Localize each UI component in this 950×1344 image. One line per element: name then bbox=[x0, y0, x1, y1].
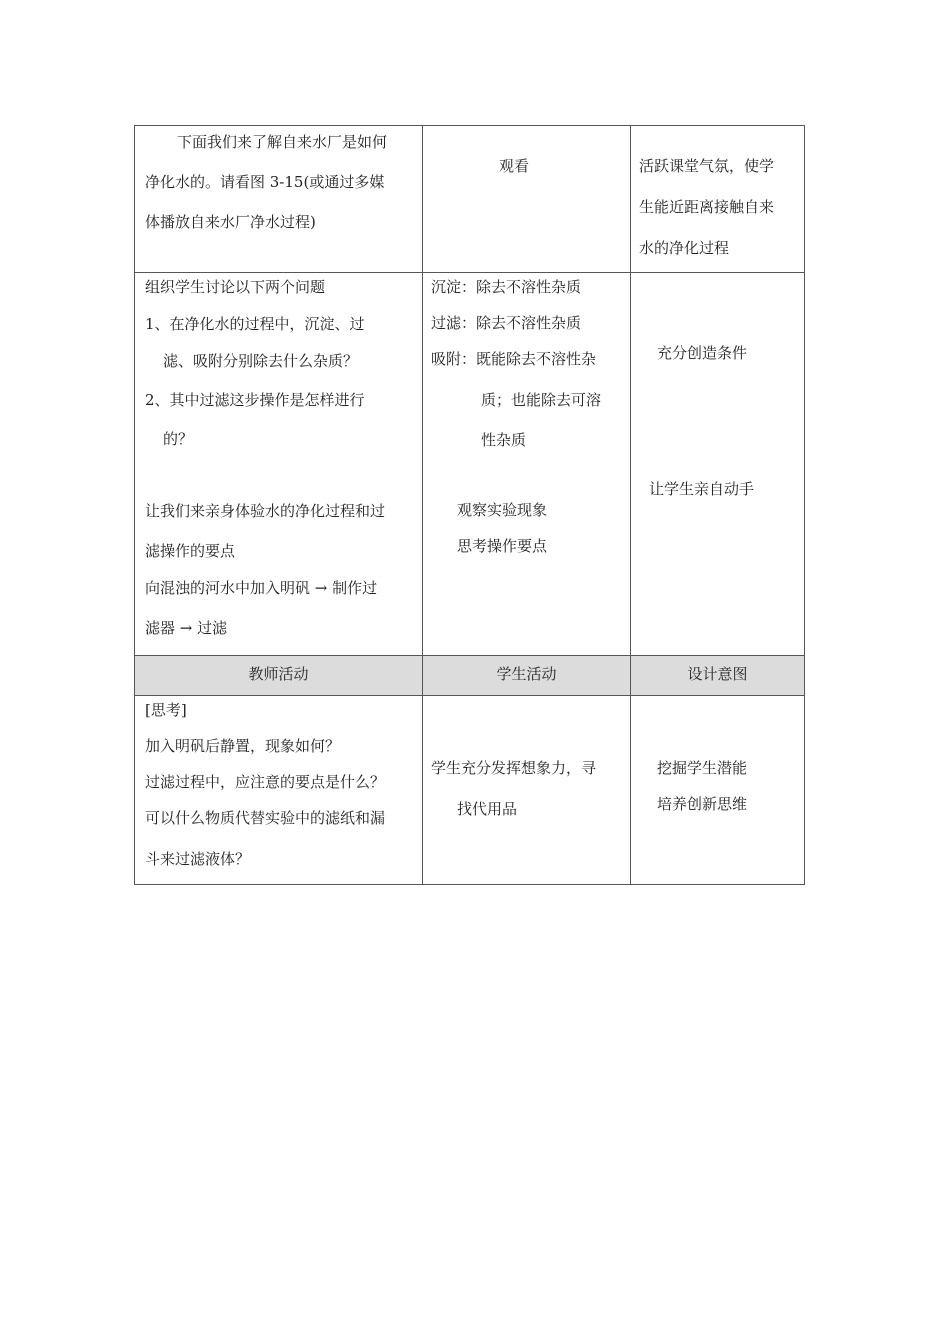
cell-text: 找代用品 bbox=[457, 800, 518, 818]
cell-text: 下面我们来了解自来水厂是如何 bbox=[177, 133, 388, 151]
cell-text: 滤器 → 过滤 bbox=[145, 619, 228, 637]
cell-text: 体播放自来水厂净水过程) bbox=[145, 213, 316, 231]
intent-cell bbox=[631, 273, 805, 656]
cell-text: [思考] bbox=[145, 701, 187, 719]
cell-text: 加入明矾后静置，现象如何？ bbox=[145, 737, 341, 755]
header-teacher bbox=[135, 656, 423, 696]
header-label: 设计意图 bbox=[687, 665, 748, 683]
cell-text: 质；也能除去可溶 bbox=[481, 391, 602, 409]
cell-text: 1、在净化水的过程中，沉淀、过 bbox=[145, 315, 365, 333]
cell-text: 过滤：除去不溶性杂质 bbox=[431, 314, 582, 332]
cell-text: 的？ bbox=[163, 430, 194, 448]
cell-text: 组织学生讨论以下两个问题 bbox=[145, 278, 326, 296]
cell-text: 培养创新思维 bbox=[657, 795, 748, 813]
header-intent bbox=[631, 656, 805, 696]
cell-text: 充分创造条件 bbox=[657, 344, 748, 362]
cell-text: 沉淀：除去不溶性杂质 bbox=[431, 278, 582, 296]
cell-text: 让我们来亲身体验水的净化过程和过 bbox=[145, 502, 386, 520]
student-cell bbox=[423, 126, 631, 273]
teacher-cell bbox=[135, 696, 423, 885]
cell-text: 2、其中过滤这步操作是怎样进行 bbox=[145, 391, 365, 409]
table-row bbox=[135, 273, 805, 656]
cell-text: 净化水的。请看图 3-15(或通过多媒 bbox=[145, 173, 385, 191]
cell-text: 学生充分发挥想象力，寻 bbox=[431, 759, 597, 777]
cell-text: 挖掘学生潜能 bbox=[657, 759, 748, 777]
teacher-cell bbox=[135, 273, 423, 656]
cell-text: 活跃课堂气氛，使学 bbox=[639, 157, 775, 175]
header-label: 学生活动 bbox=[496, 665, 557, 683]
cell-text: 吸附：既能除去不溶性杂 bbox=[431, 350, 597, 368]
cell-text: 可以什么物质代替实验中的滤纸和漏 bbox=[145, 809, 386, 827]
cell-text: 生能近距离接触自来 bbox=[639, 198, 775, 216]
cell-text: 斗来过滤液体？ bbox=[145, 850, 251, 868]
cell-text: 让学生亲自动手 bbox=[649, 480, 755, 498]
cell-text: 观看 bbox=[499, 157, 530, 175]
cell-text: 性杂质 bbox=[481, 431, 527, 449]
intent-cell bbox=[631, 696, 805, 885]
cell-text: 滤操作的要点 bbox=[145, 542, 236, 560]
teacher-cell bbox=[135, 126, 423, 273]
table-row bbox=[135, 696, 805, 885]
cell-text: 水的净化过程 bbox=[639, 239, 730, 257]
student-cell bbox=[423, 696, 631, 885]
cell-text: 过滤过程中，应注意的要点是什么？ bbox=[145, 773, 386, 791]
student-cell bbox=[423, 273, 631, 656]
header-student bbox=[423, 656, 631, 696]
table-row bbox=[135, 126, 805, 273]
intent-cell bbox=[631, 126, 805, 273]
cell-text: 观察实验现象 bbox=[457, 501, 548, 519]
cell-text: 思考操作要点 bbox=[457, 537, 548, 555]
header-label: 教师活动 bbox=[248, 665, 309, 683]
cell-text: 向混浊的河水中加入明矾 → 制作过 bbox=[145, 579, 378, 597]
cell-text: 滤、吸附分别除去什么杂质？ bbox=[163, 352, 359, 370]
table-header-row bbox=[135, 656, 805, 696]
lesson-plan-table bbox=[134, 125, 805, 885]
